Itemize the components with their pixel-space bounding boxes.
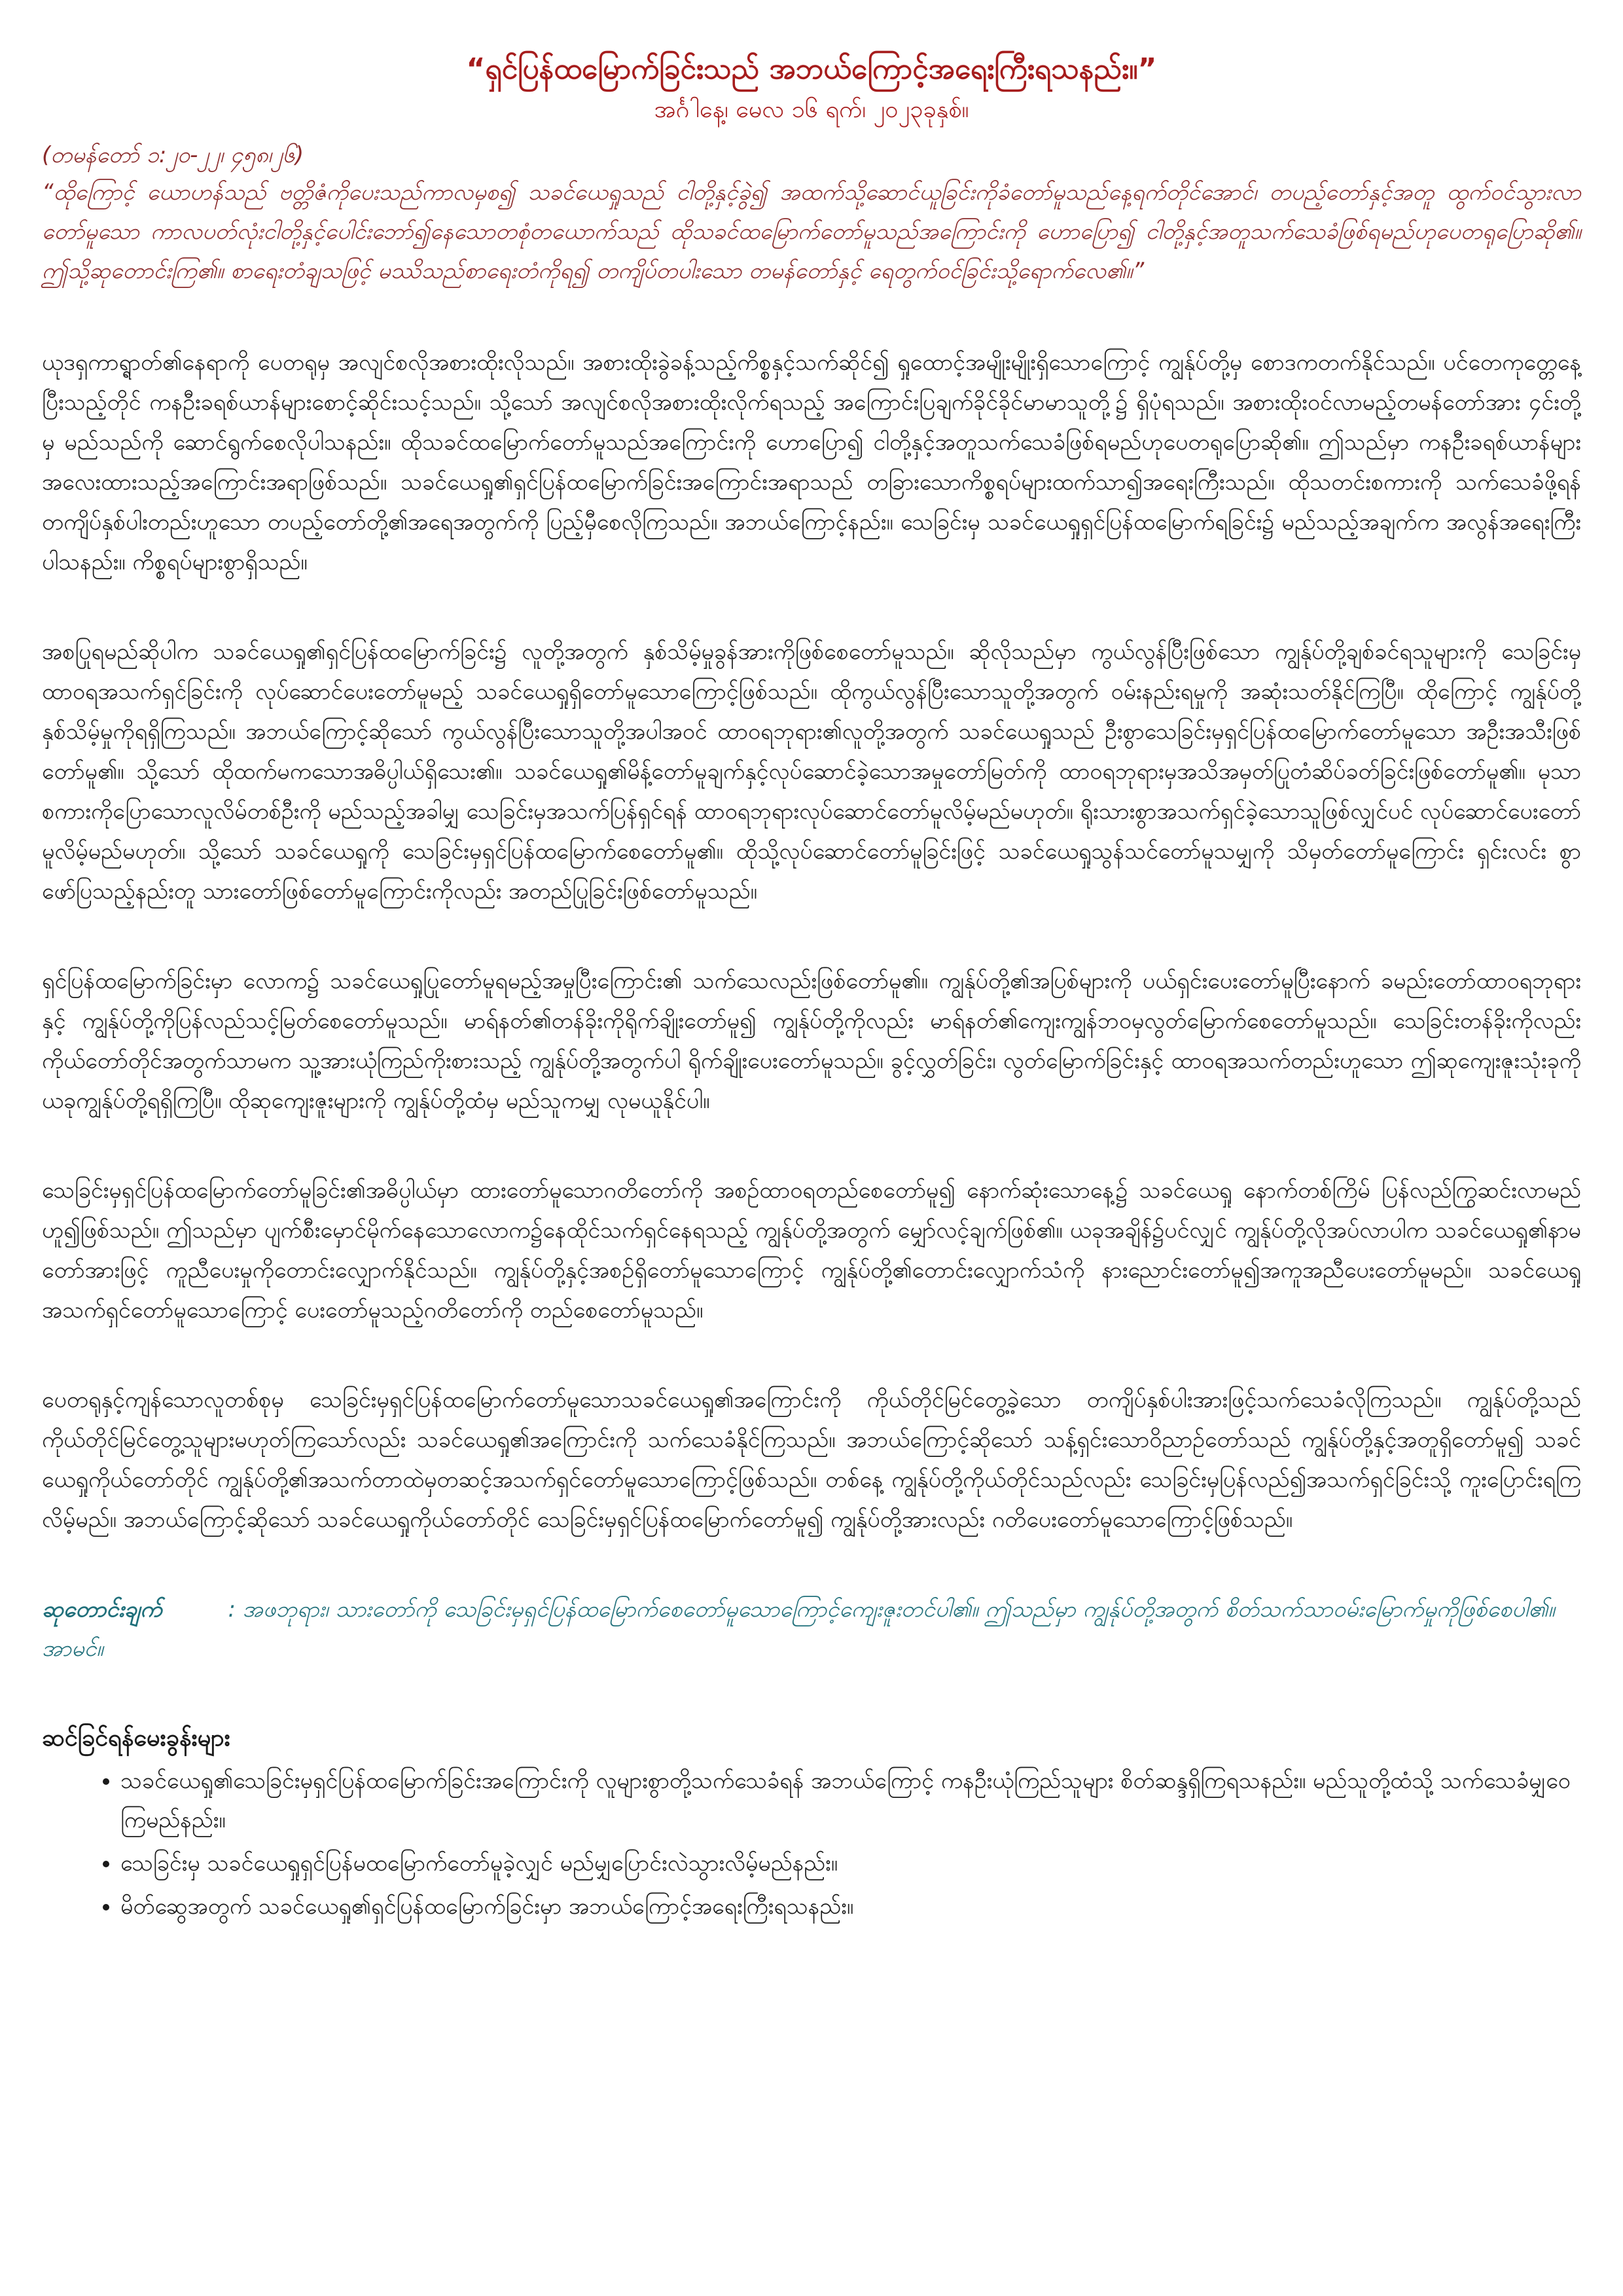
prayer-block [42, 1590, 1581, 1668]
question-item: • သေခြင်းမှ သခင်ယေရှုရှင်ပြန်မထမြောက်တော်မူခဲ့လျှင် မည်မျှပြောင်းလဲသွားလိမ့်မည်နည်း။ [120, 1844, 1581, 1883]
page-title: “ရှင်ပြန်ထမြောက်ခြင်းသည် အဘယ်ကြောင့်အရေးကြီးရသနည်း။” [466, 52, 1157, 86]
body-paragraph-3: ရှင်ပြန်ထမြောက်ခြင်းမှာ လောက၌ သခင်ယေရှုပြုတော်မူရမည့်အမှုပြီးကြောင်း၏ သက်သေလည်းဖြစ်တော်မူ၏။ ကျွန်ုပ်တို့၏အပြစ်များကို ပယ်ရှင်းပေးတော်မူပြီးနောက် ခမည်းတော်ထာဝရဘုရားနှင့် ကျွန်ုပ်တို့ကိုပြန်လည်သင့်မြတ်စေတော်မူသည်။ မာရ်နတ်၏တန်ခိုးကိုရိုက်ချိုးတော်မူ၍ ကျွန်ုပ်တို့ကိုလည်း မာရ်နတ်၏ကျေးကျွန်ဘဝမှလွတ်မြောက်စေတော်မူသည်။ သေခြင်းတန်ခိုးကိုလည်း ကိုယ်တော်တိုင်အတွက်သာမက သူ့အားယုံကြည်ကိုးစားသည့် ကျွန်ုပ်တို့အတွက်ပါ ရိုက်ချိုးပေးတော်မူသည်။ ခွင့်လွှတ်ခြင်း၊ လွတ်မြောက်ခြင်းနှင့် ထာဝရအသက်တည်းဟူသော ဤဆုကျေးဇူးသုံးခုကို ယခုကျွန်ုပ်တို့ရရှိကြပြီ။ ထိုဆုကျေးဇူးများကို ကျွန်ုပ်တို့ထံမှ မည်သူကမျှ လုမယူနိုင်ပါ။ [42, 968, 1581, 1114]
question-item: • သခင်ယေရှု၏သေခြင်းမှရှင်ပြန်ထမြောက်ခြင်းအကြောင်းကို လူများစွာတို့သက်သေခံရန် အဘယ်ကြောင့် ကနဦးယုံကြည်သူများ စိတ်ဆန္ဒရှိကြရသနည်း။ မည်သူတို့ထံသို့ သက်သေခံမျှဝေကြမည်နည်း။ [120, 1761, 1581, 1840]
date-line: အင်္ဂါနေ့၊ မေလ ၁၆ ရက်၊ ၂၀၂၃ခုနှစ်။ [654, 96, 969, 123]
devotional-page [42, 47, 1581, 1930]
prayer-label: ဆုတောင်းချက် [42, 1596, 162, 1623]
body-paragraph-4: သေခြင်းမှရှင်ပြန်ထမြောက်တော်မူခြင်း၏အဓိပ္ပါယ်မှာ ထားတော်မူသောဂတိတော်ကို အစဉ်ထာဝရတည်စေတော်မူ၍ နောက်ဆုံးသောနေ့၌ သခင်ယေရှု နောက်တစ်ကြိမ် ပြန်လည်ကြွဆင်းလာမည်ဟူ၍ဖြစ်သည်။ ဤသည်မှာ ပျက်စီးမှောင်မိုက်နေသောလောက၌နေထိုင်သက်ရှင်နေရသည့် ကျွန်ုပ်တို့အတွက် မျှော်လင့်ချက်ဖြစ်၏။ ယခုအချိန်၌ပင်လျှင် ကျွန်ုပ်တို့လိုအပ်လာပါက သခင်ယေရှု၏နာမတော်အားဖြင့် ကူညီပေးမှုကိုတောင်းလျှောက်နိုင်သည်။ ကျွန်ုပ်တို့နှင့်အစဉ်ရှိတော်မူသောကြောင့် ကျွန်ုပ်တို့၏တောင်းလျှောက်သံကို နားညောင်းတော်မူ၍အကူအညီပေးတော်မူမည်။ သခင်ယေရှုအသက်ရှင်တော်မူသောကြောင့် ပေးတော်မူသည့်ဂတိတော်ကို တည်စေတော်မူသည်။ [42, 1177, 1581, 1323]
scripture-reference: (တမန်တော် ၁:၂၀-၂၂၊ ၄၅၈၊၂၆) [42, 142, 304, 168]
body-paragraph-1: ယုဒရှကာရ္ရာတ်၏နေရာကို ပေတရုမှ အလျင်စလိုအစားထိုးလိုသည်။ အစားထိုးခွဲခန့်သည့်ကိစ္စနှင့်သက်ဆိုင်၍ ရှုထောင့်အမျိုးမျိုးရှိသောကြောင့် ကျွန်ုပ်တို့မှ စောဒကတက်နိုင်သည်။ ပင်တေကုတ္တေနေ့ပြီးသည့်တိုင် ကနဦးခရစ်ယာန်များစောင့်ဆိုင်းသင့်သည်။ သို့သော် အလျင်စလိုအစားထိုးလိုက်ရသည့် အကြောင်းပြချက်ခိုင်ခိုင်မာမာသူတို့၌ ရှိပုံရသည်။ အစားထိုးဝင်လာမည့်တမန်တော်အား ၄င်းတို့မှ မည်သည်ကို ဆောင်ရွက်စေလိုပါသနည်း။ ထိုသခင်ထမြောက်တော်မူသည်အကြောင်းကို ဟောပြော၍ ငါတို့နှင့်အတူသက်သေခံဖြစ်ရမည်ဟုပေတရုပြောဆို၏။ ဤသည်မှာ ကနဦးခရစ်ယာန်များအလေးထားသည့်အကြောင်းအရာဖြစ်သည်။ သခင်ယေရှု၏ရှင်ပြန်ထမြောက်ခြင်းအကြောင်းအရာသည် တခြားသောကိစ္စရပ်များထက်သာ၍အရေးကြီးသည်။ ထိုသတင်းစကားကို သက်သေခံဖို့ရန် တကျိပ်နှစ်ပါးတည်းဟူသော တပည့်တော်တို့၏အရေအတွက်ကို ပြည့်မှီစေလိုကြသည်။ အဘယ်ကြောင့်နည်း။ သေခြင်းမှ သခင်ယေရှုရှင်ပြန်ထမြောက်ရခြင်း၌ မည်သည့်အချက်က အလွန်အရေးကြီးပါသနည်း။ ကိစ္စရပ်များစွာရှိသည်။ [42, 350, 1581, 575]
body-paragraph-2: အစပြုရမည်ဆိုပါက သခင်ယေရှု၏ရှင်ပြန်ထမြောက်ခြင်း၌ လူတို့အတွက် နှစ်သိမ့်မှုခွန်အားကိုဖြစ်စေတော်မူသည်။ ဆိုလိုသည်မှာ ကွယ်လွန်ပြီးဖြစ်သော ကျွန်ုပ်တို့ချစ်ခင်ရသူများကို သေခြင်းမှထာဝရအသက်ရှင်ခြင်းကို လုပ်ဆောင်ပေးတော်မူမည့် သခင်ယေရှုရှိတော်မူသောကြောင့်ဖြစ်သည်။ ထိုကွယ်လွန်ပြီးသောသူတို့အတွက် ဝမ်းနည်းရမှုကို အဆုံးသတ်နိုင်ကြပြီ။ ထိုကြောင့် ကျွန်ုပ်တို့နှစ်သိမ့်မှုကိုရရှိကြသည်။ အဘယ်ကြောင့်ဆိုသော် ကွယ်လွန်ပြီးသောသူတို့အပါအဝင် ထာဝရဘုရား၏လူတို့အတွက် သခင်ယေရှုသည် ဦးစွာသေခြင်းမှရှင်ပြန်ထမြောက်တော်မူသော အဦးအသီးဖြစ်တော်မူ၏။ သို့သော် ထိုထက်မကသောအဓိပ္ပါယ်ရှိသေး၏။ သခင်ယေရှု၏မိန့်တော်မူချက်နှင့်လုပ်ဆောင်ခဲ့သောအမှုတော်မြတ်ကို ထာဝရဘုရားမှအသိအမှတ်ပြုတံဆိပ်ခတ်ခြင်းဖြစ်တော်မူ၏။ မုသာစကားကိုပြောသောလူလိမ်တစ်ဦးကို မည်သည့်အခါမျှ သေခြင်းမှအသက်ပြန်ရှင်ရန် ထာဝရဘုရားလုပ်ဆောင်တော်မူလိမ့်မည်မဟုတ်။ ရိုးသားစွာအသက်ရှင်ခဲ့သောသူဖြစ်လျှင်ပင် လုပ်ဆောင်ပေးတော်မူလိမ့်မည်မဟုတ်။ သို့သော် သခင်ယေရှုကို သေခြင်းမှရှင်ပြန်ထမြောက်စေတော်မူ၏။ ထိုသို့လုပ်ဆောင်တော်မူခြင်းဖြင့် သခင်ယေရှုသွန်သင်တော်မူသမျှကို သိမှတ်တော်မူကြောင်း ရှင်းလင်း စွာဖော်ပြသည့်နည်းတူ သားတော်ဖြစ်တော်မူကြောင်းကိုလည်း အတည်ပြုခြင်းဖြစ်တော်မူသည်။ [42, 639, 1581, 905]
questions-list [42, 1761, 1581, 1926]
prayer-text: : အဖဘုရား၊ သားတော်ကို သေခြင်းမှရှင်ပြန်ထမြောက်စေတော်မူသောကြောင့်ကျေးဇူးတင်ပါ၏။ ဤသည်မှာ ကျွန်ုပ်တို့အတွက် စိတ်သက်သာဝမ်းမြောက်မှုကိုဖြစ်စေပါ၏။ အာမင်။ [42, 1596, 1555, 1662]
body-paragraph-5: ပေတရုနှင့်ကျန်သောလူတစ်စုမှ သေခြင်းမှရှင်ပြန်ထမြောက်တော်မူသောသခင်ယေရှု၏အကြောင်းကို ကိုယ်တိုင်မြင်တွေ့ခဲ့သော တကျိပ်နှစ်ပါးအားဖြင့်သက်သေခံလိုကြသည်။ ကျွန်ုပ်တို့သည် ကိုယ်တိုင်မြင်တွေ့သူများမဟုတ်ကြသော်လည်း သခင်ယေရှု၏အကြောင်းကို သက်သေခံနိုင်ကြသည်။ အဘယ်ကြောင့်ဆိုသော် သန့်ရှင်းသောဝိညာဉ်တော်သည် ကျွန်ုပ်တို့နှင့်အတူရှိတော်မူ၍ သခင်ယေရှုကိုယ်တော်တိုင် ကျွန်ုပ်တို့၏အသက်တာထဲမှတဆင့်အသက်ရှင်တော်မူသောကြောင့်ဖြစ်သည်။ တစ်နေ့ ကျွန်ုပ်တို့ကိုယ်တိုင်သည်လည်း သေခြင်းမှပြန်လည်၍အသက်ရှင်ခြင်းသို့ ကူးပြောင်းရကြလိမ့်မည်။ အဘယ်ကြောင့်ဆိုသော် သခင်ယေရှုကိုယ်တော်တိုင် သေခြင်းမှရှင်ပြန်ထမြောက်တော်မူ၍ ကျွန်ုပ်တို့အားလည်း ဂတိပေးတော်မူသောကြောင့်ဖြစ်သည်။ [42, 1387, 1581, 1533]
questions-heading: ဆင်ခြင်ရန်မေးခွန်းများ [42, 1725, 230, 1751]
scripture-text: “ထိုကြောင့် ယောဟန်သည် ဗတ္တိဇံကိုပေးသည်ကာလမှစ၍ သခင်ယေရှုသည် ငါတို့နှင့်ခွဲ၍ အထက်သို့ဆောင်ယူခြင်းကိုခံတော်မူသည်နေ့ရက်တိုင်အောင်၊ တပည့်တော်နှင့်အတူ ထွက်ဝင်သွားလာတော်မူသော ကာလပတ်လုံးငါတို့နှင့်ပေါင်းဘော်၍နေသောတစုံတယောက်သည် ထိုသခင်ထမြောက်တော်မူသည်အကြောင်းကို ဟောပြော၍ ငါတို့နှင့်အတူသက်သေခံဖြစ်ရမည်ဟုပေတရုပြောဆို၏။ ဤသို့ဆုတောင်းကြ၏။ စာရေးတံချသဖြင့် မဿိသည်စာရေးတံကိုရ၍ တကျိပ်တပါးသော တမန်တော်နှင့် ရေတွက်ဝင်ခြင်းသို့ရောက်လေ၏။” [42, 179, 1581, 284]
question-item: • မိတ်ဆွေအတွက် သခင်ယေရှု၏ရှင်ပြန်ထမြောက်ခြင်းမှာ အဘယ်ကြောင့်အရေးကြီးရသနည်း။ [120, 1887, 1581, 1926]
